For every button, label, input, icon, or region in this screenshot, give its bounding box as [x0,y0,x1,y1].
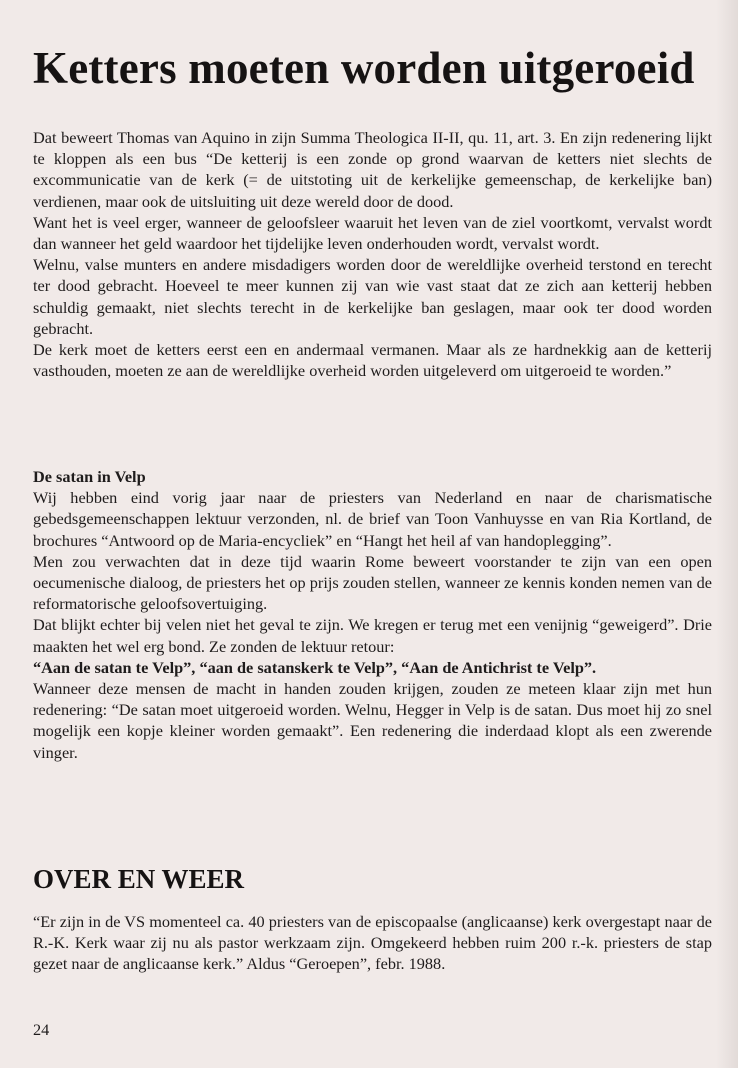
over-en-weer-paragraph: “Er zijn in de VS momenteel ca. 40 priesters van de episcopaalse (anglicaanse) kerk overgestapt naar de R.-K. Kerk waar zij nu als pastor werkzaam zijn. Omgekeerd hebben ruim 200 r.-k. priesters de stap gezet naar de anglicaanse kerk.” Aldus “Geroepen”, febr. 1988. [33,912,712,974]
intro-paragraph-1: Dat beweert Thomas van Aquino in zijn Summa Theologica II-II, qu. 11, art. 3. En zijn redenering lijkt te kloppen als een bus “De ketterij is een zonde op grond waarvan de ketters niet slechts de excommunicatie van de kerk (= de uitstoting uit de kerkelijke gemeenschap, de kerkelijke ban) verdienen, maar ook de uitsluiting uit deze wereld door de dood. [33,128,712,211]
satan-section [33,466,712,763]
page-number: 24 [33,1020,50,1039]
intro-paragraph-4: De kerk moet de ketters eerst een en andermaal vermanen. Maar als ze hardnekkig aan de ketterij vasthouden, moeten ze aan de wereldlijke overheid worden uitgeleverd om uitgeroeid te worden.” [33,340,712,381]
article-title: Ketters moeten worden uitgeroeid [33,43,695,93]
satan-paragraph-3: Dat blijkt echter bij velen niet het geval te zijn. We kregen er terug met een venijnig “geweigerd”. Drie maakten het wel erg bond. Ze zonden de lektuur retour: [33,615,712,656]
over-en-weer-section [33,911,712,975]
page-edge-shadow [716,0,738,1068]
satan-paragraph-4: Wanneer deze mensen de macht in handen zouden krijgen, zouden ze meteen klaar zijn met hun redenering: “De satan moet uitgeroeid worden. Welnu, Hegger in Velp is de satan. Dus moet hij zo snel mogelijk een kopje kleiner worden gemaakt”. Een redenering die inderdaad klopt als een zwerende vinger. [33,679,712,762]
satan-section-heading: De satan in Velp [33,467,146,486]
satan-bold-quotes: “Aan de satan te Velp”, “aan de satanskerk te Velp”, “Aan de Antichrist te Velp”. [33,657,597,677]
intro-paragraph-2: Want het is veel erger, wanneer de geloofsleer waaruit het leven van de ziel voortkomt, vervalst wordt dan wanneer het geld waardoor het tijdelijke leven onderhouden wordt, vervalst wordt. [33,212,712,254]
satan-paragraph-2: Men zou verwachten dat in deze tijd waarin Rome beweert voorstander te zijn van een open oecumenische dialoog, de priesters het op prijs zouden stellen, wanneer ze kennis konden nemen van de reformatorische geloofsovertuiging. [33,551,712,614]
satan-paragraph-1: Wij hebben eind vorig jaar naar de priesters van Nederland en naar de charismatische gebedsgemeenschappen lektuur verzonden, nl. de brief van Toon Vanhuysse en van Ria Kortland, de brochures “Antwoord op de Maria-encycliek” en “Hangt het heil af van handoplegging”. [33,488,712,550]
intro-paragraph-3: Welnu, valse munters en andere misdadigers worden door de wereldlijke overheid terstond en terecht ter dood gebracht. Hoeveel te meer kunnen zij van wie vast staat dat ze zich aan ketterij hebben schuldig gemaakt, niet slechts terecht in de kerkelijke ban geslagen, maar ook ter dood worden gebracht. [33,255,712,338]
intro-text-block [33,127,712,381]
over-en-weer-heading: OVER EN WEER [33,864,245,894]
